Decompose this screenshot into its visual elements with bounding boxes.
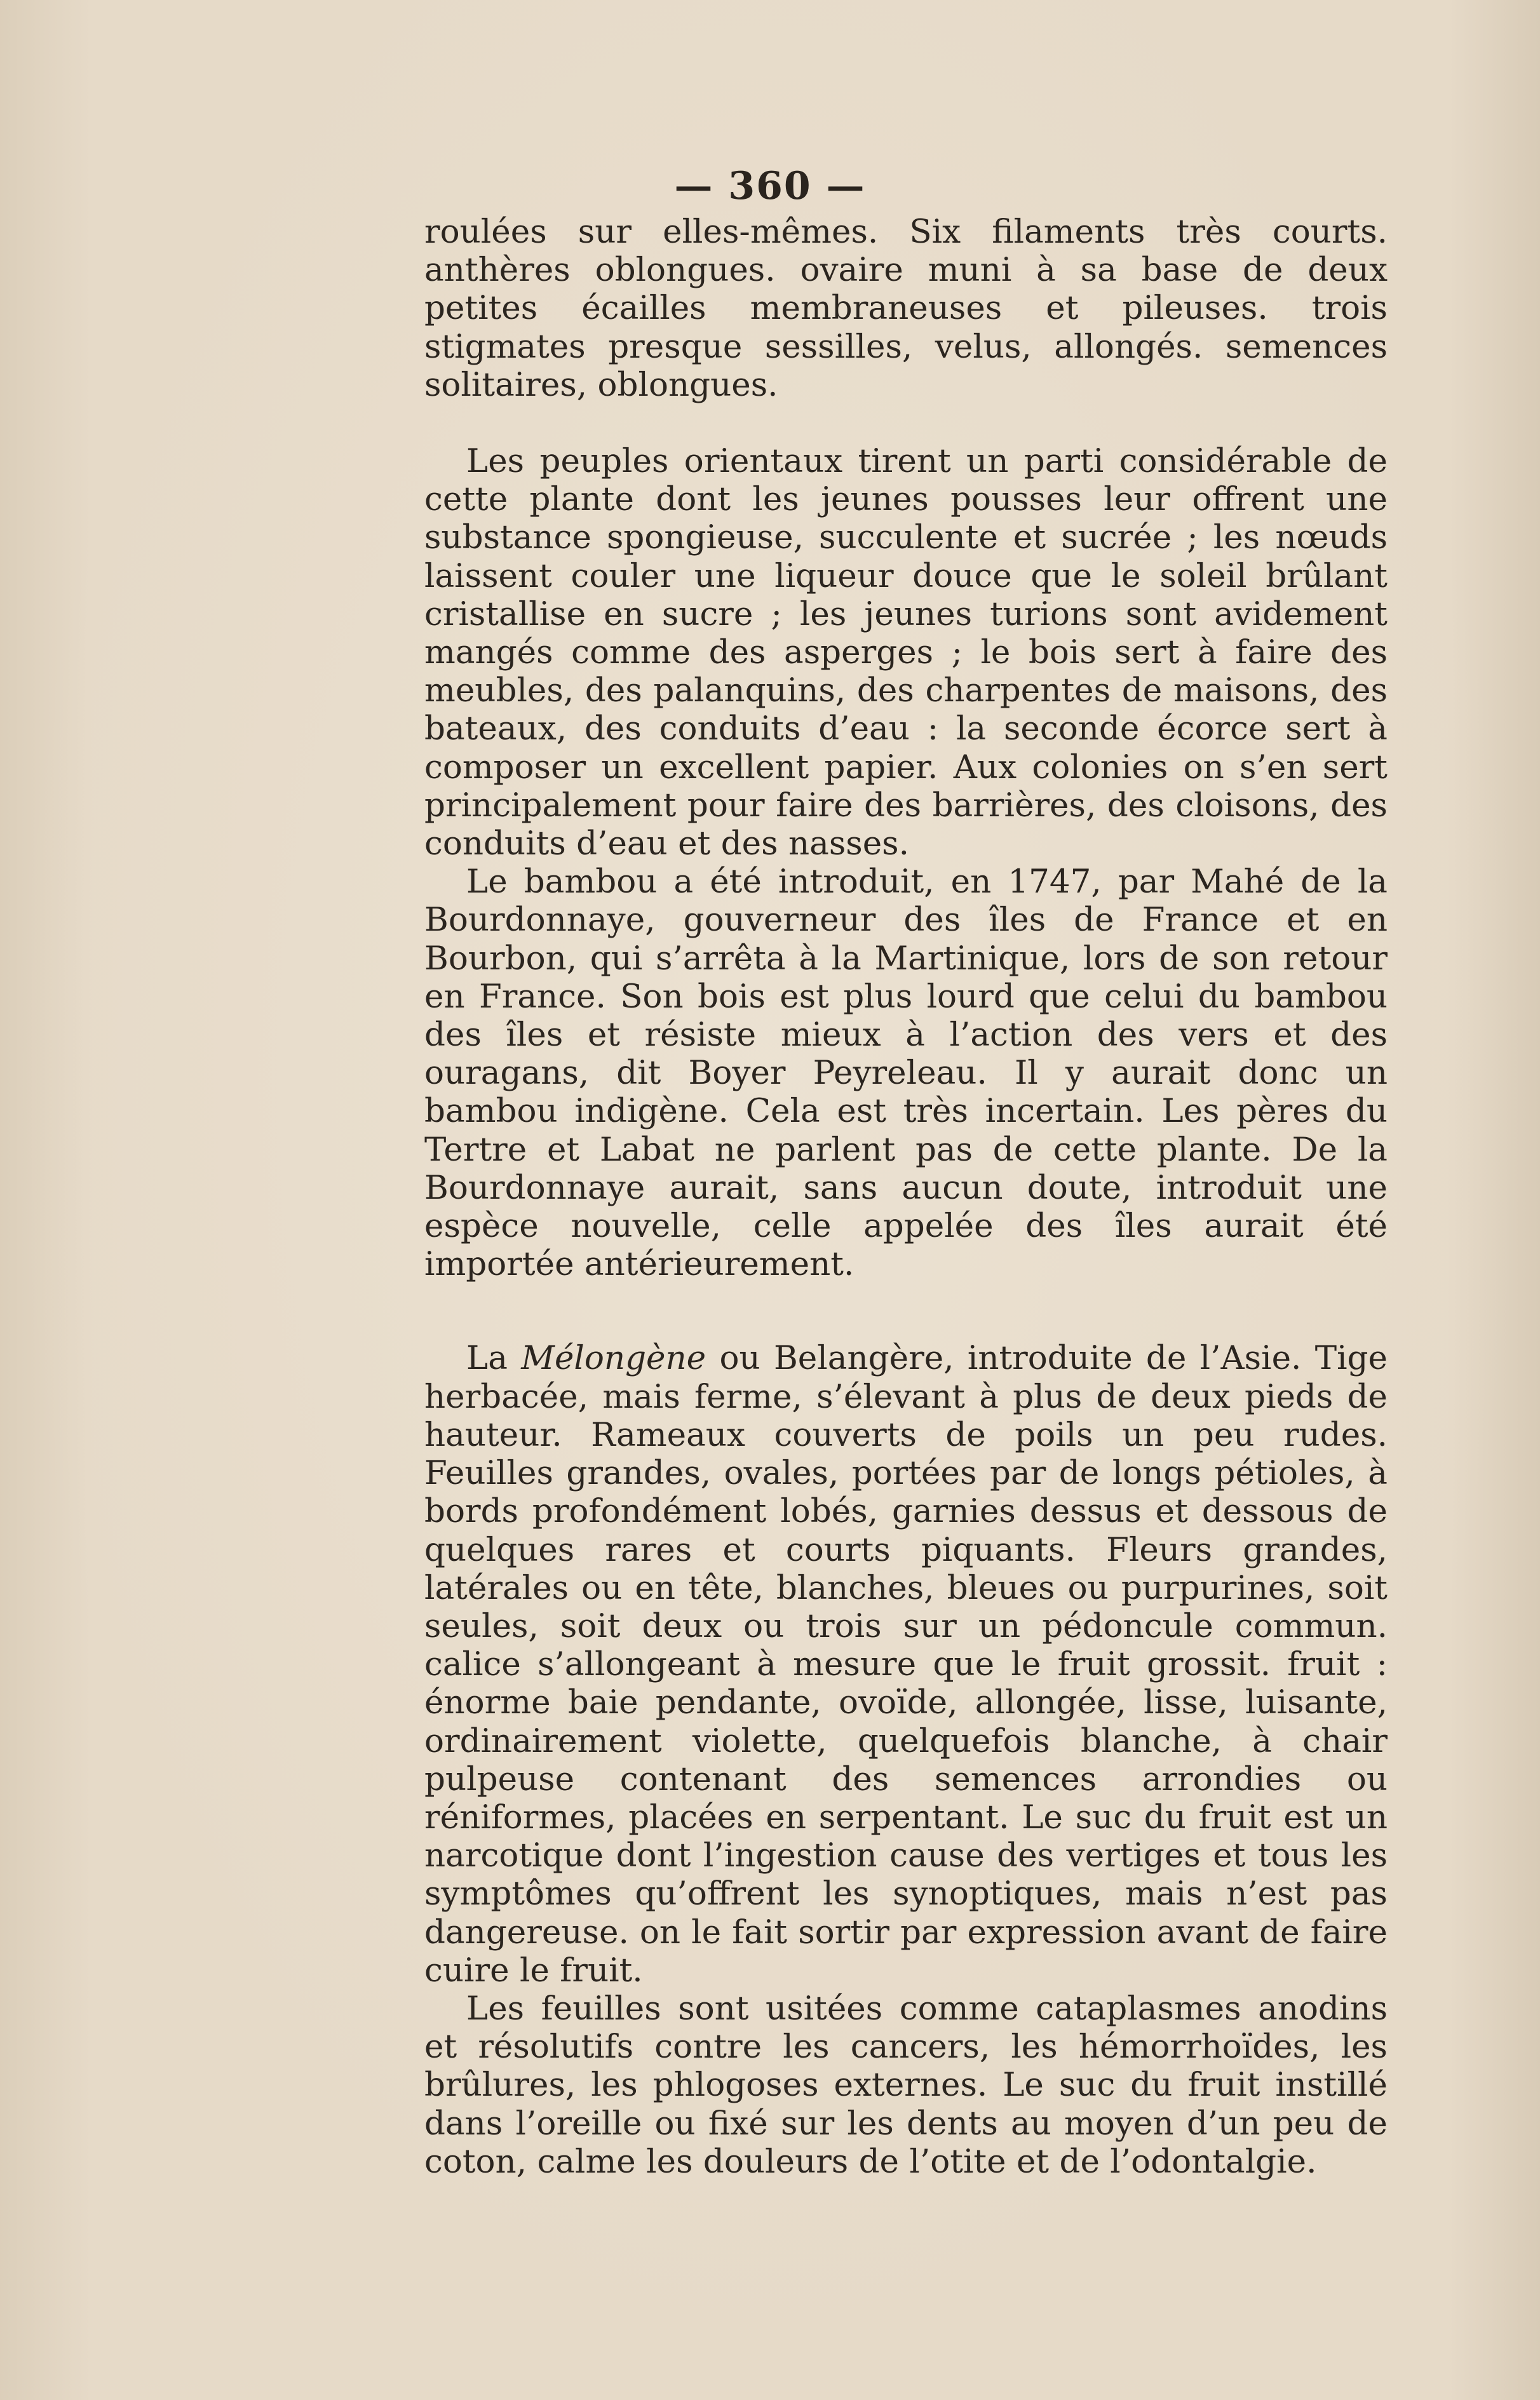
paragraph-bamboo-uses: Les peuples orientaux tirent un parti considérable de cette plante dont les jeunes pousses leur offrent une substance spongieuse, succulente et sucrée ; les nœuds laissent couler une liqueur douce que le soleil brûlant cristallise en sucre ; les jeunes turions sont avidement mangés comme des asperges ; le bois sert à faire des meubles, des palanquins, des charpentes de maisons, des bateaux, des conduits d’eau : la seconde écorce sert à composer un excellent papier. Aux colonies on s’en sert principalement pour faire des barrières, des cloisons, des conduits d’eau et des nasses.: [424, 442, 1388, 863]
paragraph-continuation: roulées sur elles-mêmes. Six filaments très courts. anthères oblongues. ovaire muni à sa base de deux petites écailles membraneuses et pileuses. trois stigmates presque sessilles, velus, allongés. semences solitaires, oblongues.: [424, 213, 1388, 404]
page-body-text: [424, 213, 1388, 2181]
paragraph-melongene-leaves: Les feuilles sont usitées comme cataplasmes anodins et résolutifs contre les cancers, les hémorrhoïdes, les brûlures, les phlogoses externes. Le suc du fruit instillé dans l’oreille ou fixé sur les dents au moyen d’un peu de coton, calme les douleurs de l’otite et de l’odontalgie.: [424, 1989, 1388, 2181]
paragraph-melongene: [424, 1339, 1388, 1989]
paragraph-bamboo-introduction: Le bambou a été introduit, en 1747, par Mahé de la Bourdonnaye, gouverneur des îles de France et en Bourbon, qui s’arrêta à la Martinique, lors de son retour en France. Son bois est plus lourd que celui du bambou des îles et résiste mieux à l’action des vers et des ouragans, dit Boyer Peyreleau. Il y aurait donc un bambou indigène. Cela est très incertain. Les pères du Tertre et Labat ne parlent pas de cette plante. De la Bourdonnaye aurait, sans aucun doute, introduit une espèce nouvelle, celle appelée des îles aurait été importée antérieurement.: [424, 863, 1388, 1284]
paragraph-melongene-italic-term: Mélongène: [521, 1339, 706, 1378]
paragraph-melongene-lead: La: [466, 1339, 522, 1378]
page-number: — 360 —: [674, 164, 866, 208]
paragraph-melongene-body: ou Belangère, introduite de l’Asie. Tige herbacée, mais ferme, s’élevant à plus de deux pieds de hauteur. Rameaux couverts de poils un peu rudes. Feuilles grandes, ovales, portées par de longs pétioles, à bords profondément lobés, garnies dessus et dessous de quelques rares et courts piquants. Fleurs grandes, latérales ou en tête, blanches, bleues ou purpurines, soit seules, soit deux ou trois sur un pédoncule commun. calice s’allongeant à mesure que le fruit grossit. fruit : énorme baie pendante, ovoïde, allongée, lisse, luisante, ordinairement violette, quelquefois blanche, à chair pulpeuse contenant des semences arrondies ou réniformes, placées en serpentant. Le suc du fruit est un narcotique dont l’ingestion cause des vertiges et tous les symptômes qu’offrent les synoptiques, mais n’est pas dangereuse. on le fait sortir par expression avant de faire cuire le fruit.: [424, 1339, 1388, 1990]
